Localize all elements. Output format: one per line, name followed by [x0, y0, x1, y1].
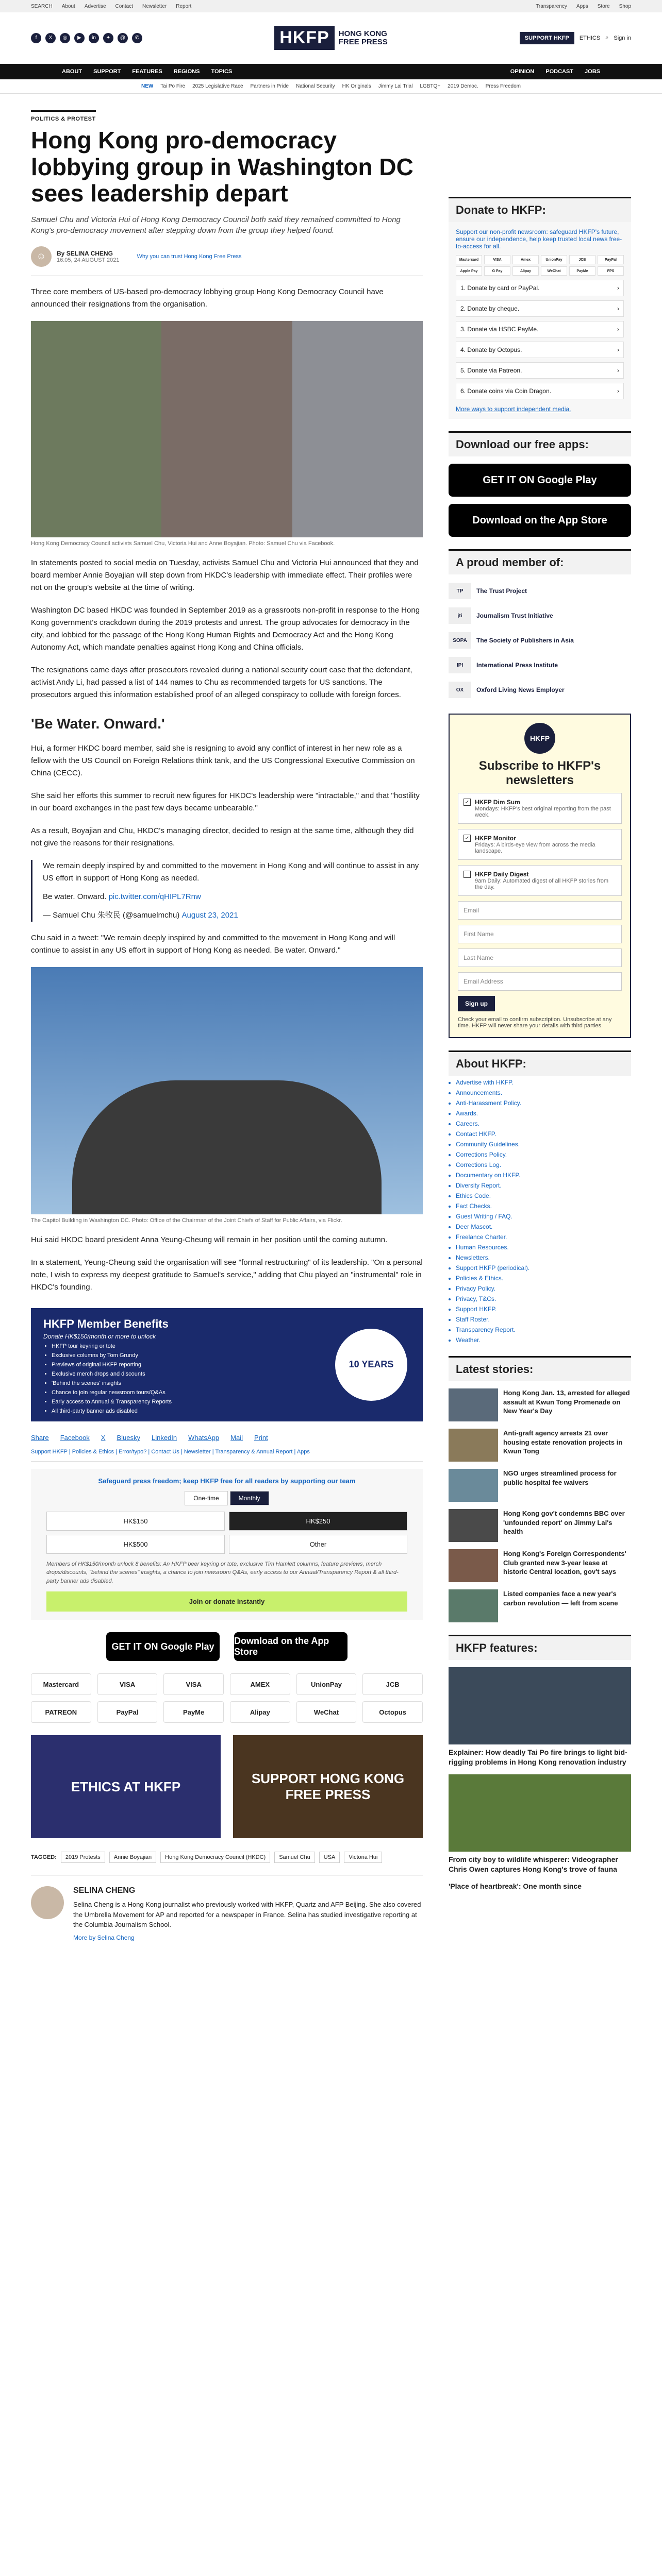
paragraph: In statements posted to social media on Tuesday, activists Samuel Chu and Victoria Hui announced that they and board member Annie Boyajian will step down from HKDC's leadership with immediate effect. Their profiles were not on the group's website at the time of writing.	[31, 558, 419, 592]
payment-logo[interactable]: AMEX	[230, 1673, 290, 1695]
story-thumbnail	[449, 1549, 498, 1582]
amount-500[interactable]: HK$500	[46, 1535, 225, 1554]
amount-other[interactable]: Other	[229, 1535, 407, 1554]
app-store-badge[interactable]: Download on the App Store	[449, 504, 631, 537]
feature-image	[449, 1667, 631, 1744]
tweet-source: — Samuel Chu 朱牧民 (@samuelmchu)	[43, 910, 180, 920]
trending-link[interactable]: LGBTQ+	[420, 83, 441, 89]
story-title: Hong Kong's Foreign Correspondents' Club granted new 3-year lease at historic Central location, gov't says	[503, 1550, 626, 1576]
nav-support[interactable]: SUPPORT	[93, 69, 121, 75]
member-org-name: The Trust Project	[476, 587, 527, 595]
payment-logo[interactable]: Alipay	[230, 1701, 290, 1723]
payment-logo[interactable]: PayMe	[163, 1701, 224, 1723]
benefit-item: • Exclusive columns by Tom Grundy	[52, 1352, 410, 1359]
feature-title: Explainer: How deadly Tai Po fire brings to light bid-rigging problems in Hong Kong renovation industry	[449, 1748, 627, 1766]
nav-regions[interactable]: REGIONS	[173, 69, 200, 75]
payment-logo[interactable]: Mastercard	[31, 1673, 91, 1695]
features-heading: HKFP features:	[449, 1635, 631, 1660]
tweet-date-link[interactable]: August 23, 2021	[181, 910, 238, 920]
about-link[interactable]: • Contact HKFP.	[456, 1130, 631, 1138]
story-thumbnail	[449, 1509, 498, 1542]
paragraph: The resignations came days after prosecutors revealed during a national security court case that the defendant, activist Andy Li, had passed a list of 144 names to Chu as recommended targets for US sanctions. The prosecutors argued this information established proof of an alleged conspiracy to collude with foreign forces.	[31, 665, 412, 699]
footer-links[interactable]: Support HKFP | Policies & Ethics | Error/typo? | Contact Us | Newsletter | Transparency & Annual Report | Apps	[31, 1449, 423, 1462]
capitol-photo	[31, 967, 423, 1214]
benefit-item: • Exclusive merch drops and discounts	[52, 1371, 410, 1377]
trending-link[interactable]: 2019 Democ.	[448, 83, 478, 89]
latest-story[interactable]	[449, 1429, 631, 1462]
feature-story[interactable]	[449, 1882, 631, 1891]
method-logo: Amex	[512, 255, 539, 264]
checkbox-checked[interactable]: ✓	[464, 799, 471, 806]
about-link[interactable]: • Staff Roster.	[456, 1316, 631, 1323]
story-title: Hong Kong Jan. 13, arrested for alleged assault at Kwun Tong Promenade on New Year's Day	[503, 1389, 630, 1415]
method-logo: G Pay	[484, 266, 510, 276]
about-link[interactable]: • Diversity Report.	[456, 1182, 631, 1189]
about-link[interactable]: • Guest Writing / FAQ.	[456, 1213, 631, 1220]
benefits-subtitle: Donate HK$150/month or more to unlock	[43, 1332, 156, 1340]
share-bluesky[interactable]: Bluesky	[117, 1433, 140, 1442]
payment-logo[interactable]: VISA	[163, 1673, 224, 1695]
site-logo[interactable]	[227, 26, 435, 50]
about-heading: About HKFP:	[449, 1050, 631, 1076]
google-play-badge[interactable]: GET IT ON Google Play	[449, 464, 631, 497]
social-icons	[31, 33, 227, 43]
article-title: Hong Kong pro-democracy lobbying group in Washington DC sees leadership depart	[31, 127, 413, 207]
about-link[interactable]: • Transparency Report.	[456, 1326, 631, 1333]
nav-podcast[interactable]: PODCAST	[545, 69, 574, 75]
tag-link[interactable]: USA	[319, 1852, 340, 1863]
about-link[interactable]: • Awards.	[456, 1110, 631, 1117]
x-icon[interactable]: X	[45, 33, 56, 43]
about-link[interactable]: • Advertise with HKFP.	[456, 1079, 631, 1086]
share-label: Share	[31, 1433, 49, 1442]
amount-250[interactable]: HK$250	[229, 1512, 407, 1531]
newsletter-option[interactable]	[458, 829, 622, 860]
newsletter-desc: 9am Daily: Automated digest of all HKFP stories from the day.	[475, 878, 609, 890]
tag-link[interactable]: Hong Kong Democracy Council (HKDC)	[160, 1852, 270, 1863]
about-link[interactable]: • Fact Checks.	[456, 1202, 631, 1210]
paragraph: Hui, a former HKDC board member, said she is resigning to avoid any conflict of interest in her new role as a fellow with the US Council on Foreign Relations think tank, and the US Congressional Executive Commission on China (CECC).	[31, 743, 415, 777]
about-link[interactable]: • Freelance Charter.	[456, 1233, 631, 1241]
donation-widget	[31, 1469, 423, 1620]
share-links	[31, 1434, 423, 1442]
donate-option[interactable]	[456, 280, 624, 296]
new-badge: NEW	[141, 83, 154, 89]
support-hkfp-button[interactable]: SUPPORT HKFP	[520, 32, 574, 44]
benefits-title: HKFP Member Benefits	[43, 1317, 169, 1330]
newsletter-option[interactable]	[458, 793, 622, 824]
share-whatsapp[interactable]: WhatsApp	[188, 1433, 220, 1442]
main-nav	[0, 64, 662, 79]
logo-mark: HKFP	[274, 26, 335, 50]
member-org[interactable]	[449, 583, 631, 599]
donation-title: Safeguard press freedom; keep HKFP free for all readers by supporting our team	[98, 1477, 356, 1485]
first-name-field[interactable]: First Name	[458, 925, 622, 943]
instagram-icon[interactable]: ◎	[60, 33, 70, 43]
bluesky-icon[interactable]: ✦	[103, 33, 113, 43]
paragraph: Hui said HKDC board president Anna Yeung-Cheung will remain in her position until the coming autumn.	[31, 1235, 388, 1244]
email-field[interactable]: Email	[458, 901, 622, 920]
ten-years-badge: 10 YEARS	[335, 1329, 407, 1401]
about-link[interactable]: • Anti-Harassment Policy.	[456, 1099, 631, 1107]
payment-logo[interactable]: PATREON	[31, 1701, 91, 1723]
about-link[interactable]: • Deer Mascot.	[456, 1223, 631, 1230]
app-store-badges	[31, 1632, 423, 1661]
paragraph: She said her efforts this summer to recruit new figures for HKDC's leadership were "intractable," and that "hostility in our board exchanges in the past few days became unbearable."	[31, 791, 420, 812]
sopa-logo: SOPA	[449, 632, 471, 649]
donate-option[interactable]	[456, 321, 624, 337]
contact-link[interactable]: Contact	[115, 3, 133, 9]
newsletter-note: Check your email to confirm subscription. Unsubscribe at any time. HKFP will never share your details with third parties.	[458, 1016, 612, 1029]
story-thumbnail	[449, 1388, 498, 1421]
payment-logo[interactable]: JCB	[362, 1673, 423, 1695]
hkfp-badge: HKFP	[524, 723, 555, 754]
payment-methods	[31, 1673, 423, 1723]
trending-link[interactable]: Tai Po Fire	[160, 83, 186, 89]
donate-option[interactable]	[456, 383, 624, 399]
method-logo: FPS	[598, 266, 624, 276]
newsletter-option[interactable]	[458, 865, 622, 896]
story-title: Anti-graft agency arrests 21 over housing estate renovation projects in Kwun Tong	[503, 1429, 623, 1455]
paragraph: Washington DC based HKDC was founded in September 2019 as a grassroots non-profit in response to the Hong Kong government's crackdown during the 2019 protests and unrest. The group advocates for democracy in the city, and lobbied for the passage of the Hong Kong Human Rights and Democracy Act and the Hong Kong Autonomy Act, which mandate penalties against Hong Kong and China officials.	[31, 605, 420, 652]
proud-member-heading: A proud member of:	[449, 549, 631, 574]
apps-link[interactable]: Apps	[576, 3, 588, 9]
logo-line-2: FREE PRESS	[338, 37, 388, 46]
trust-project-logo: TP	[449, 583, 471, 599]
trending-link[interactable]: HK Originals	[342, 83, 371, 89]
story-thumbnail	[449, 1589, 498, 1622]
nav-about[interactable]: ABOUT	[62, 69, 82, 75]
tagged-label: TAGGED:	[31, 1854, 57, 1861]
whatsapp-icon[interactable]: ✆	[132, 33, 142, 43]
about-link[interactable]: • Careers.	[456, 1120, 631, 1127]
tag-link[interactable]: Samuel Chu	[274, 1852, 315, 1863]
member-org[interactable]	[449, 682, 631, 698]
tweet-text: We remain deeply inspired by and committed to the movement in Hong Kong and will continue to assist in any US effort in support of Hong Kong as needed.	[43, 861, 419, 883]
about-links	[449, 1079, 631, 1344]
join-donate-button[interactable]: Join or donate instantly	[46, 1591, 407, 1612]
method-logo: WeChat	[541, 266, 567, 276]
about-link[interactable]: • Weather.	[456, 1336, 631, 1344]
search-icon[interactable]: ⌕	[605, 35, 609, 41]
benefit-item: • Chance to join regular newsroom tours/Q&As	[52, 1389, 410, 1396]
benefit-item: • Early access to Annual & Transparency Reports	[52, 1399, 410, 1405]
search-link[interactable]: SEARCH	[31, 3, 53, 9]
ethics-banner[interactable]: ETHICS AT HKFP	[31, 1735, 221, 1838]
transparency-link[interactable]: Transparency	[536, 3, 567, 9]
benefit-item: • HKFP tour keyring or tote	[52, 1343, 410, 1349]
newsletter-name: HKFP Daily Digest	[475, 871, 529, 878]
tweet-text-2: Be water. Onward.	[43, 892, 107, 901]
checkbox[interactable]	[464, 871, 471, 878]
about-link[interactable]: • Community Guidelines.	[456, 1141, 631, 1148]
benefit-item: • Previews of original HKFP reporting	[52, 1362, 410, 1368]
story-title: Listed companies face a new year's carbon revolution — left from scene	[503, 1590, 618, 1607]
author-avatar[interactable]: ☺	[31, 246, 52, 267]
latest-story[interactable]	[449, 1589, 631, 1622]
share-x[interactable]: X	[101, 1433, 106, 1442]
newsletter-desc: Fridays: A birds-eye view from across the media landscape.	[475, 842, 595, 854]
oxford-logo: OX	[449, 682, 471, 698]
story-thumbnail	[449, 1469, 498, 1502]
member-org[interactable]	[449, 632, 631, 649]
method-logo: PayPal	[598, 255, 624, 264]
method-logo: UnionPay	[541, 255, 567, 264]
about-link[interactable]: • Newsletters.	[456, 1254, 631, 1261]
publish-date: 16:05, 24 AUGUST 2021	[57, 257, 120, 263]
facebook-icon[interactable]: f	[31, 33, 41, 43]
about-link[interactable]: • Announcements.	[456, 1089, 631, 1096]
payment-logo[interactable]: PayPal	[97, 1701, 158, 1723]
member-org[interactable]	[449, 607, 631, 624]
nav-jobs[interactable]: JOBS	[585, 69, 600, 75]
about-link[interactable]: • Policies & Ethics.	[456, 1275, 631, 1282]
about-link[interactable]: • Support HKFP (periodical).	[456, 1264, 631, 1272]
trending-link[interactable]: Partners in Pride	[250, 83, 289, 89]
method-logo: VISA	[484, 255, 510, 264]
about-link[interactable]: • Documentary on HKFP.	[456, 1172, 631, 1179]
latest-story[interactable]	[449, 1469, 631, 1502]
donate-option-label: 6. Donate coins via Coin Dragon.	[460, 387, 552, 395]
amount-150[interactable]: HK$150	[46, 1512, 225, 1531]
photo-caption: Hong Kong Democracy Council activists Samuel Chu, Victoria Hui and Anne Boyajian. Photo: Samuel Chu via Facebook.	[31, 540, 335, 547]
threads-icon[interactable]: @	[118, 33, 128, 43]
share-facebook[interactable]: Facebook	[60, 1433, 90, 1442]
about-link[interactable]: About	[61, 3, 75, 9]
tab-one-time[interactable]: One-time	[185, 1491, 227, 1505]
member-org[interactable]	[449, 657, 631, 673]
paragraph: As a result, Boyajian and Chu, HKDC's managing director, decided to resign at the same time, although they did not give the reasons for their resignations.	[31, 826, 414, 848]
email-address-field[interactable]: Email Address	[458, 972, 622, 991]
method-logo: PayMe	[569, 266, 595, 276]
ipi-logo: IPI	[449, 657, 471, 673]
paragraph: Three core members of US-based pro-democracy lobbying group Hong Kong Democracy Council have announced their resignations from the organisation.	[31, 287, 384, 309]
tweet-pic-link[interactable]: pic.twitter.com/qHIPL7Rnw	[108, 892, 201, 901]
chevron-right-icon: ›	[617, 305, 619, 312]
about-link[interactable]: • Ethics Code.	[456, 1192, 631, 1199]
shop-link[interactable]: Shop	[619, 3, 631, 9]
advertise-link[interactable]: Advertise	[84, 3, 106, 9]
benefit-item: • 'Behind the scenes' insights	[52, 1380, 410, 1386]
activists-photo	[31, 321, 423, 537]
latest-story[interactable]	[449, 1509, 631, 1542]
byline: ☺ By SELINA CHENG 16:05, 24 AUGUST 2021 Why you can trust Hong Kong Free Press	[31, 246, 423, 276]
article	[31, 94, 423, 1941]
donate-option-label: 3. Donate via HSBC PayMe.	[460, 326, 539, 333]
tags	[31, 1852, 423, 1863]
author-box	[31, 1875, 423, 1941]
feature-image	[449, 1774, 631, 1852]
tag-link[interactable]: Victoria Hui	[344, 1852, 382, 1863]
story-title: NGO urges streamlined process for public hospital fee waivers	[503, 1469, 617, 1486]
embedded-tweet	[31, 860, 423, 922]
chevron-right-icon: ›	[617, 326, 619, 333]
top-utility-bar	[0, 0, 662, 12]
method-logo: JCB	[569, 255, 595, 264]
payment-logo[interactable]: VISA	[97, 1673, 158, 1695]
section-heading: 'Be Water. Onward.'	[31, 715, 165, 732]
about-link[interactable]: • Corrections Policy.	[456, 1151, 631, 1158]
trending-link[interactable]: National Security	[296, 83, 335, 89]
donate-option-label: 1. Donate by card or PayPal.	[460, 284, 540, 292]
donate-text[interactable]: Support our non-profit newsroom: safeguard HKFP's future, ensure our independence, help keep trusted local news free-to-access for all.	[456, 228, 622, 250]
support-banner[interactable]: SUPPORT HONG KONG FREE PRESS	[233, 1735, 423, 1838]
chevron-right-icon: ›	[617, 284, 619, 292]
newsletter-link[interactable]: Newsletter	[142, 3, 167, 9]
trending-link[interactable]: 2025 Legislative Race	[192, 83, 243, 89]
latest-heading: Latest stories:	[449, 1356, 631, 1381]
member-org-name: Oxford Living News Employer	[476, 686, 565, 693]
about-link[interactable]: • Corrections Log.	[456, 1161, 631, 1168]
tag-link[interactable]: 2019 Protests	[61, 1852, 105, 1863]
logo-line-1: HONG KONG	[338, 29, 387, 38]
promo-banners	[31, 1735, 423, 1838]
store-link[interactable]: Store	[597, 3, 610, 9]
signup-button[interactable]: Sign up	[458, 996, 495, 1011]
last-name-field[interactable]: Last Name	[458, 948, 622, 967]
apps-heading: Download our free apps:	[449, 431, 631, 456]
about-link[interactable]: • Human Resources.	[456, 1244, 631, 1251]
author-bio: Selina Cheng is a Hong Kong journalist who previously worked with HKFP, Quartz and AFP Beijing. She also covered the Umbrella Movement for AP and reported for a newspaper in France. Selina has studied investigative reporting at the Columbia Journalism School.	[73, 1901, 421, 1929]
donate-option-label: 4. Donate by Octopus.	[460, 346, 522, 353]
app-store-badge[interactable]: Download on the App Store	[234, 1632, 347, 1661]
content-area	[0, 94, 662, 2576]
member-benefits-banner[interactable]	[31, 1308, 423, 1421]
nav-opinion[interactable]: OPINION	[510, 69, 535, 75]
about-link[interactable]: • Privacy, T&Cs.	[456, 1295, 631, 1302]
chevron-right-icon: ›	[617, 367, 619, 374]
trust-link[interactable]: Why you can trust Hong Kong Free Press	[137, 253, 242, 260]
donate-option-label: 5. Donate via Patreon.	[460, 367, 522, 374]
story-thumbnail	[449, 1429, 498, 1462]
donate-option-label: 2. Donate by cheque.	[460, 305, 520, 312]
story-title: Hong Kong gov't condemns BBC over 'unfounded report' on Jimmy Lai's health	[503, 1510, 625, 1536]
payment-logo[interactable]: WeChat	[296, 1701, 357, 1723]
benefit-item: • All third-party banner ads disabled	[52, 1408, 410, 1414]
author-box-name[interactable]: SELINA CHENG	[73, 1886, 136, 1895]
feature-title: 'Place of heartbreak': One month since	[449, 1882, 582, 1890]
latest-story[interactable]	[449, 1388, 631, 1421]
payment-logo[interactable]: UnionPay	[296, 1673, 357, 1695]
youtube-icon[interactable]: ▶	[74, 33, 85, 43]
report-link[interactable]: Report	[176, 3, 192, 9]
newsletter-name: HKFP Dim Sum	[475, 799, 520, 806]
newsletter-signup	[449, 714, 631, 1038]
tab-monthly[interactable]: Monthly	[230, 1491, 269, 1505]
paragraph: Chu said in a tweet: "We remain deeply inspired by and committed to the movement in Hong Kong and will continue to assist in any US effort in support of Hong Kong as needed. Be water. Onward."	[31, 933, 395, 955]
author-name[interactable]: SELINA CHENG	[66, 249, 113, 257]
paragraph: In a statement, Yeung-Cheung said the organisation will see "formal restructuring" of its leadership. "On a personal note, I wish to express my deepest gratitude to Samuel's service," adding that Chu played an "instrumental" role in HKDC's founding.	[31, 1258, 423, 1292]
trending-link[interactable]: Jimmy Lai Trial	[378, 83, 413, 89]
donate-option[interactable]	[456, 362, 624, 379]
member-org-name: The Society of Publishers in Asia	[476, 637, 574, 644]
jti-logo: jti	[449, 607, 471, 624]
trending-link[interactable]: Press Freedom	[485, 83, 521, 89]
photo-caption: The Capitol Building in Washington DC. Photo: Office of the Chairman of the Joint Chiefs of Staff for Public Affairs, via Flickr.	[31, 1217, 342, 1224]
share-linkedin[interactable]: LinkedIn	[152, 1433, 177, 1442]
nav-features[interactable]: FEATURES	[132, 69, 162, 75]
donate-heading: Donate to HKFP:	[449, 197, 631, 222]
chevron-right-icon: ›	[617, 387, 619, 395]
signin-link[interactable]: Sign in	[614, 35, 631, 41]
latest-story[interactable]	[449, 1549, 631, 1582]
method-logo: Apple Pay	[456, 266, 482, 276]
donate-option[interactable]	[456, 342, 624, 358]
method-logo: Alipay	[512, 266, 539, 276]
site-header	[0, 12, 662, 64]
about-link[interactable]: • Privacy Policy.	[456, 1285, 631, 1292]
feature-story[interactable]	[449, 1667, 631, 1767]
ethics-link[interactable]: ETHICS	[579, 35, 601, 41]
member-org-name: International Press Institute	[476, 662, 558, 669]
donate-option[interactable]	[456, 300, 624, 317]
about-link[interactable]: • Support HKFP.	[456, 1306, 631, 1313]
newsletter-desc: Mondays: HKFP's best original reporting from the past week.	[475, 806, 611, 818]
newsletter-name: HKFP Monitor	[475, 835, 516, 842]
donation-note: Members of HK$150/month unlock 8 benefits: An HKFP beer keyring or tote, exclusive Tim Hamlett columns, feature previews, merch drops/discounts, "behind the scenes" insights, a chance to join newsroom Q&As, early access to our Annual/Transparency Report & all third-party banner ads disabled.	[46, 1561, 399, 1584]
google-play-badge[interactable]: GET IT ON Google Play	[106, 1632, 220, 1661]
checkbox-checked[interactable]: ✓	[464, 835, 471, 842]
method-logo: Mastercard	[456, 255, 482, 264]
member-org-name: Journalism Trust Initiative	[476, 612, 553, 619]
linkedin-icon[interactable]: in	[89, 33, 99, 43]
article-category[interactable]: POLITICS & PROTEST	[31, 110, 96, 122]
more-ways-link[interactable]: More ways to support independent media.	[456, 405, 571, 413]
article-lead: Samuel Chu and Victoria Hui of Hong Kong Democracy Council both said they remained committed to Hong Kong's pro-democracy movement after stepping down from the group they helped found.	[31, 215, 401, 235]
trending-bar	[0, 79, 662, 94]
more-by-author-link[interactable]: More by Selina Cheng	[73, 1934, 135, 1941]
sidebar	[449, 94, 631, 1891]
share-print[interactable]: Print	[254, 1433, 268, 1442]
chevron-right-icon: ›	[617, 346, 619, 353]
newsletter-title: Subscribe to HKFP's newsletters	[478, 759, 601, 787]
payment-logo[interactable]: Octopus	[362, 1701, 423, 1723]
tag-link[interactable]: Annie Boyajian	[109, 1852, 156, 1863]
author-photo[interactable]	[31, 1886, 64, 1919]
share-mail[interactable]: Mail	[230, 1433, 243, 1442]
nav-topics[interactable]: TOPICS	[211, 69, 233, 75]
feature-title: From city boy to wildlife whisperer: Videographer Chris Owen captures Hong Kong's trove of fauna	[449, 1855, 618, 1873]
feature-story[interactable]	[449, 1774, 631, 1874]
